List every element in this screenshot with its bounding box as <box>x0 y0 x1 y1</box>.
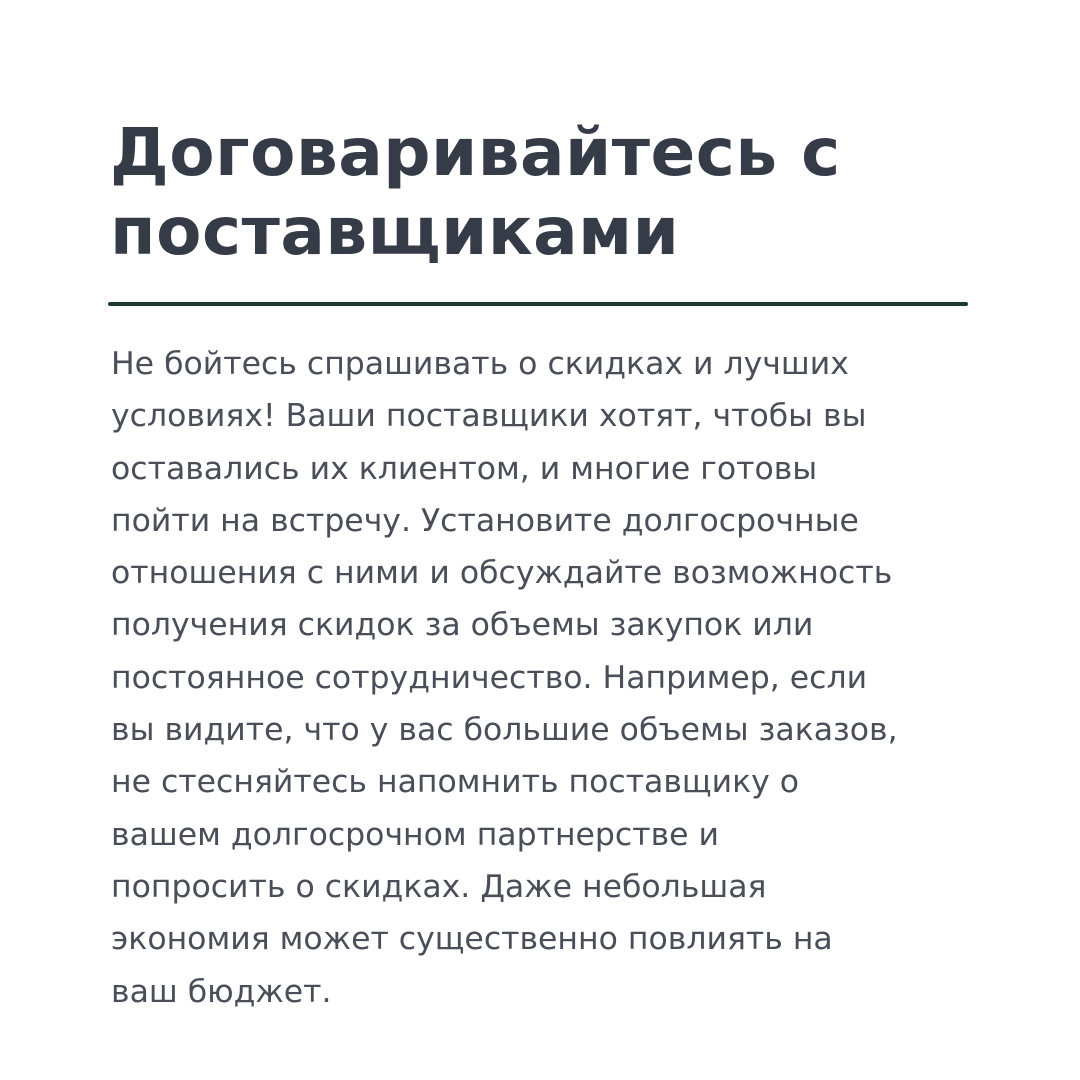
body-line-6: получения скидок за объемы закупок или <box>111 607 814 644</box>
body-line-7: постоянное сотрудничество. Например, если <box>111 659 868 696</box>
body-line-3: оставались их клиентом, и многие готовы <box>111 450 818 487</box>
body-line-4: пойти на встречу. Установите долгосрочные <box>111 502 859 539</box>
body-paragraph <box>111 338 991 1018</box>
page-title <box>110 113 1010 271</box>
title-line-1: Договаривайтесь с <box>110 114 841 191</box>
body-line-13: ваш бюджет. <box>111 973 332 1010</box>
body-line-1: Не бойтесь спрашивать о скидках и лучших <box>111 346 849 382</box>
title-divider <box>108 302 968 306</box>
title-line-2: поставщиками <box>110 193 680 270</box>
body-line-9: не стесняйтесь напомнить поставщику о <box>111 764 800 801</box>
body-line-2: условиях! Ваши поставщики хотят, чтобы вы <box>111 398 867 435</box>
body-line-8: вы видите, что у вас большие объемы заказов, <box>111 712 898 749</box>
body-line-10: вашем долгосрочном партнерстве и <box>111 816 720 853</box>
body-line-5: отношения с ними и обсуждайте возможность <box>111 555 893 592</box>
body-line-12: экономия может существенно повлиять на <box>111 921 833 958</box>
body-line-11: попросить о скидках. Даже небольшая <box>111 868 767 905</box>
